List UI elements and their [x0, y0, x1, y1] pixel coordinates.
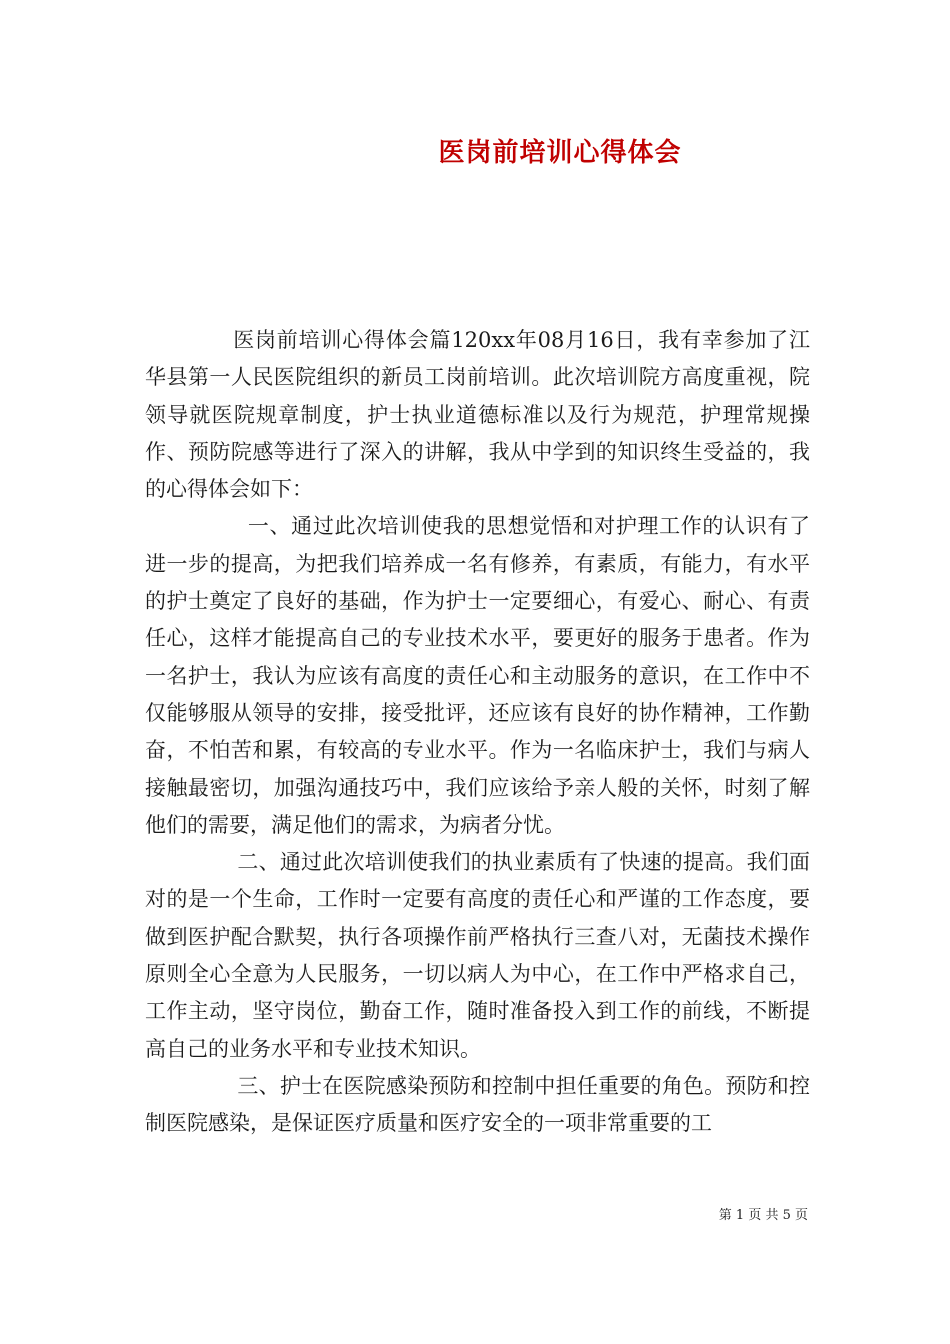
paragraph-point-one: 一、通过此次培训使我的思想觉悟和对护理工作的认识有了进一步的提高，为把我们培养成一名有修养，有素质，有能力，有水平的护士奠定了良好的基础，作为护士一定要细心，有爱心、耐心、有责任心，这样才能提高自己的专业技术水平，要更好的服务于患者。作为一名护士，我认为应该有高度的责任心和主动服务的意识，在工作中不仅能够服从领导的安排，接受批评，还应该有良好的协作精神，工作勤奋，不怕苦和累，有较高的专业水平。作为一名临床护士，我们与病人接触最密切，加强沟通技巧中，我们应该给予亲人般的关怀，时刻了解他们的需要，满足他们的需求，为病者分忧。 — [145, 514, 810, 837]
document-title: 医岗前培训心得体会 — [438, 138, 682, 168]
document-body — [145, 322, 810, 1143]
paragraph-intro: 医岗前培训心得体会篇120xx年08月16日，我有幸参加了江华县第一人民医院组织的新员工岗前培训。此次培训院方高度重视，院领导就医院规章制度，护士执业道德标准以及行为规范，护理常规操作、预防院感等进行了深入的讲解，我从中学到的知识终生受益的，我的心得体会如下： — [145, 328, 810, 502]
page-number-footer: 第 1 页 共 5 页 — [718, 1208, 808, 1223]
paragraph-point-three: 三、护士在医院感染预防和控制中担任重要的角色。预防和控制医院感染，是保证医疗质量和医疗安全的一项非常重要的工 — [145, 1073, 810, 1136]
paragraph-point-two: 二、通过此次培训使我们的执业素质有了快速的提高。我们面对的是一个生命，工作时一定要有高度的责任心和严谨的工作态度，要做到医护配合默契，执行各项操作前严格执行三查八对，无菌技术操作原则全心全意为人民服务，一切以病人为中心，在工作中严格求自己，工作主动，坚守岗位，勤奋工作，随时准备投入到工作的前线，不断提高自己的业务水平和专业技术知识。 — [145, 850, 810, 1061]
